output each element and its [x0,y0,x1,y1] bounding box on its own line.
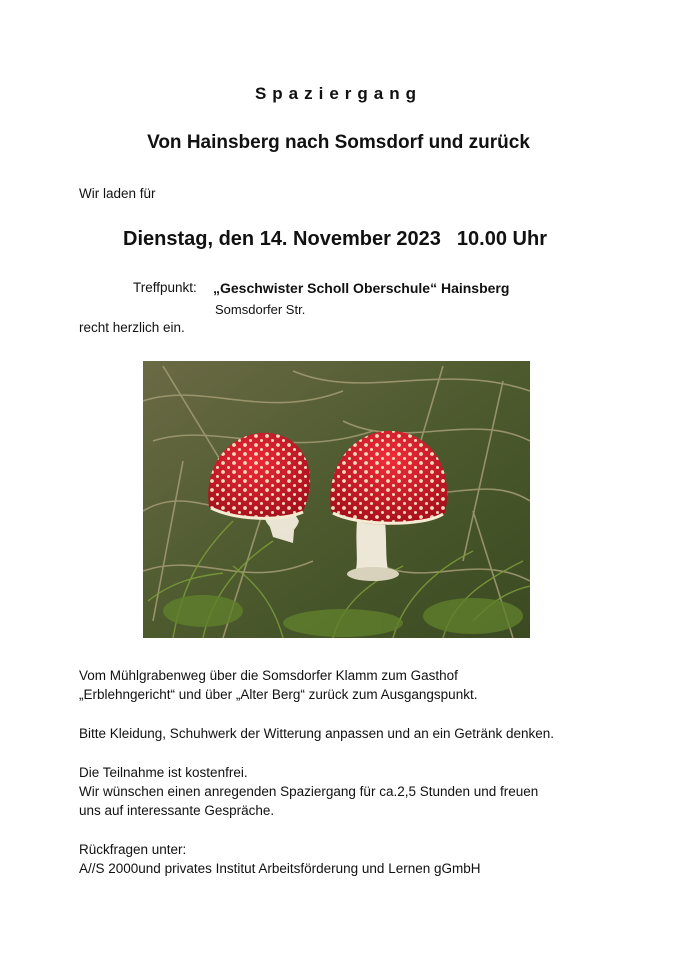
route-description-line-1: Vom Mühlgrabenweg über die Somsdorfer Klamm zum Gasthof [79,668,458,683]
page-title: Spaziergang [254,84,423,103]
meeting-street: Somsdorfer Str. [215,302,306,317]
wish-line-1: Wir wünschen einen anregenden Spaziergang für ca.2,5 Stunden und freuen [79,784,539,799]
event-datetime [123,228,547,251]
contact-organization: A//S 2000und privates Institut Arbeitsförderung und Lernen gGmbH [79,861,481,876]
route-description-line-2: „Erblehngericht“ und über „Alter Berg“ zurück zum Ausgangspunkt. [79,687,478,702]
fly-agaric-mushrooms-image [143,361,530,638]
meeting-place: „Geschwister Scholl Oberschule“ Hainsberg [213,280,510,296]
invitation-closing: recht herzlich ein. [79,320,185,335]
event-time: 10.00 Uhr [456,228,547,250]
wish-line-2: uns auf interessante Gespräche. [79,803,275,818]
contact-label: Rückfragen unter: [79,842,187,857]
clothing-note: Bitte Kleidung, Schuhwerk der Witterung anpassen und an ein Getränk denken. [79,726,555,741]
event-date: Dienstag, den 14. November 2023 [123,228,441,250]
meeting-label: Treffpunkt: [133,280,197,295]
fee-note: Die Teilnahme ist kostenfrei. [79,765,248,780]
invitation-intro: Wir laden für [79,186,156,201]
page-subtitle: Von Hainsberg nach Somsdorf und zurück [147,132,530,153]
